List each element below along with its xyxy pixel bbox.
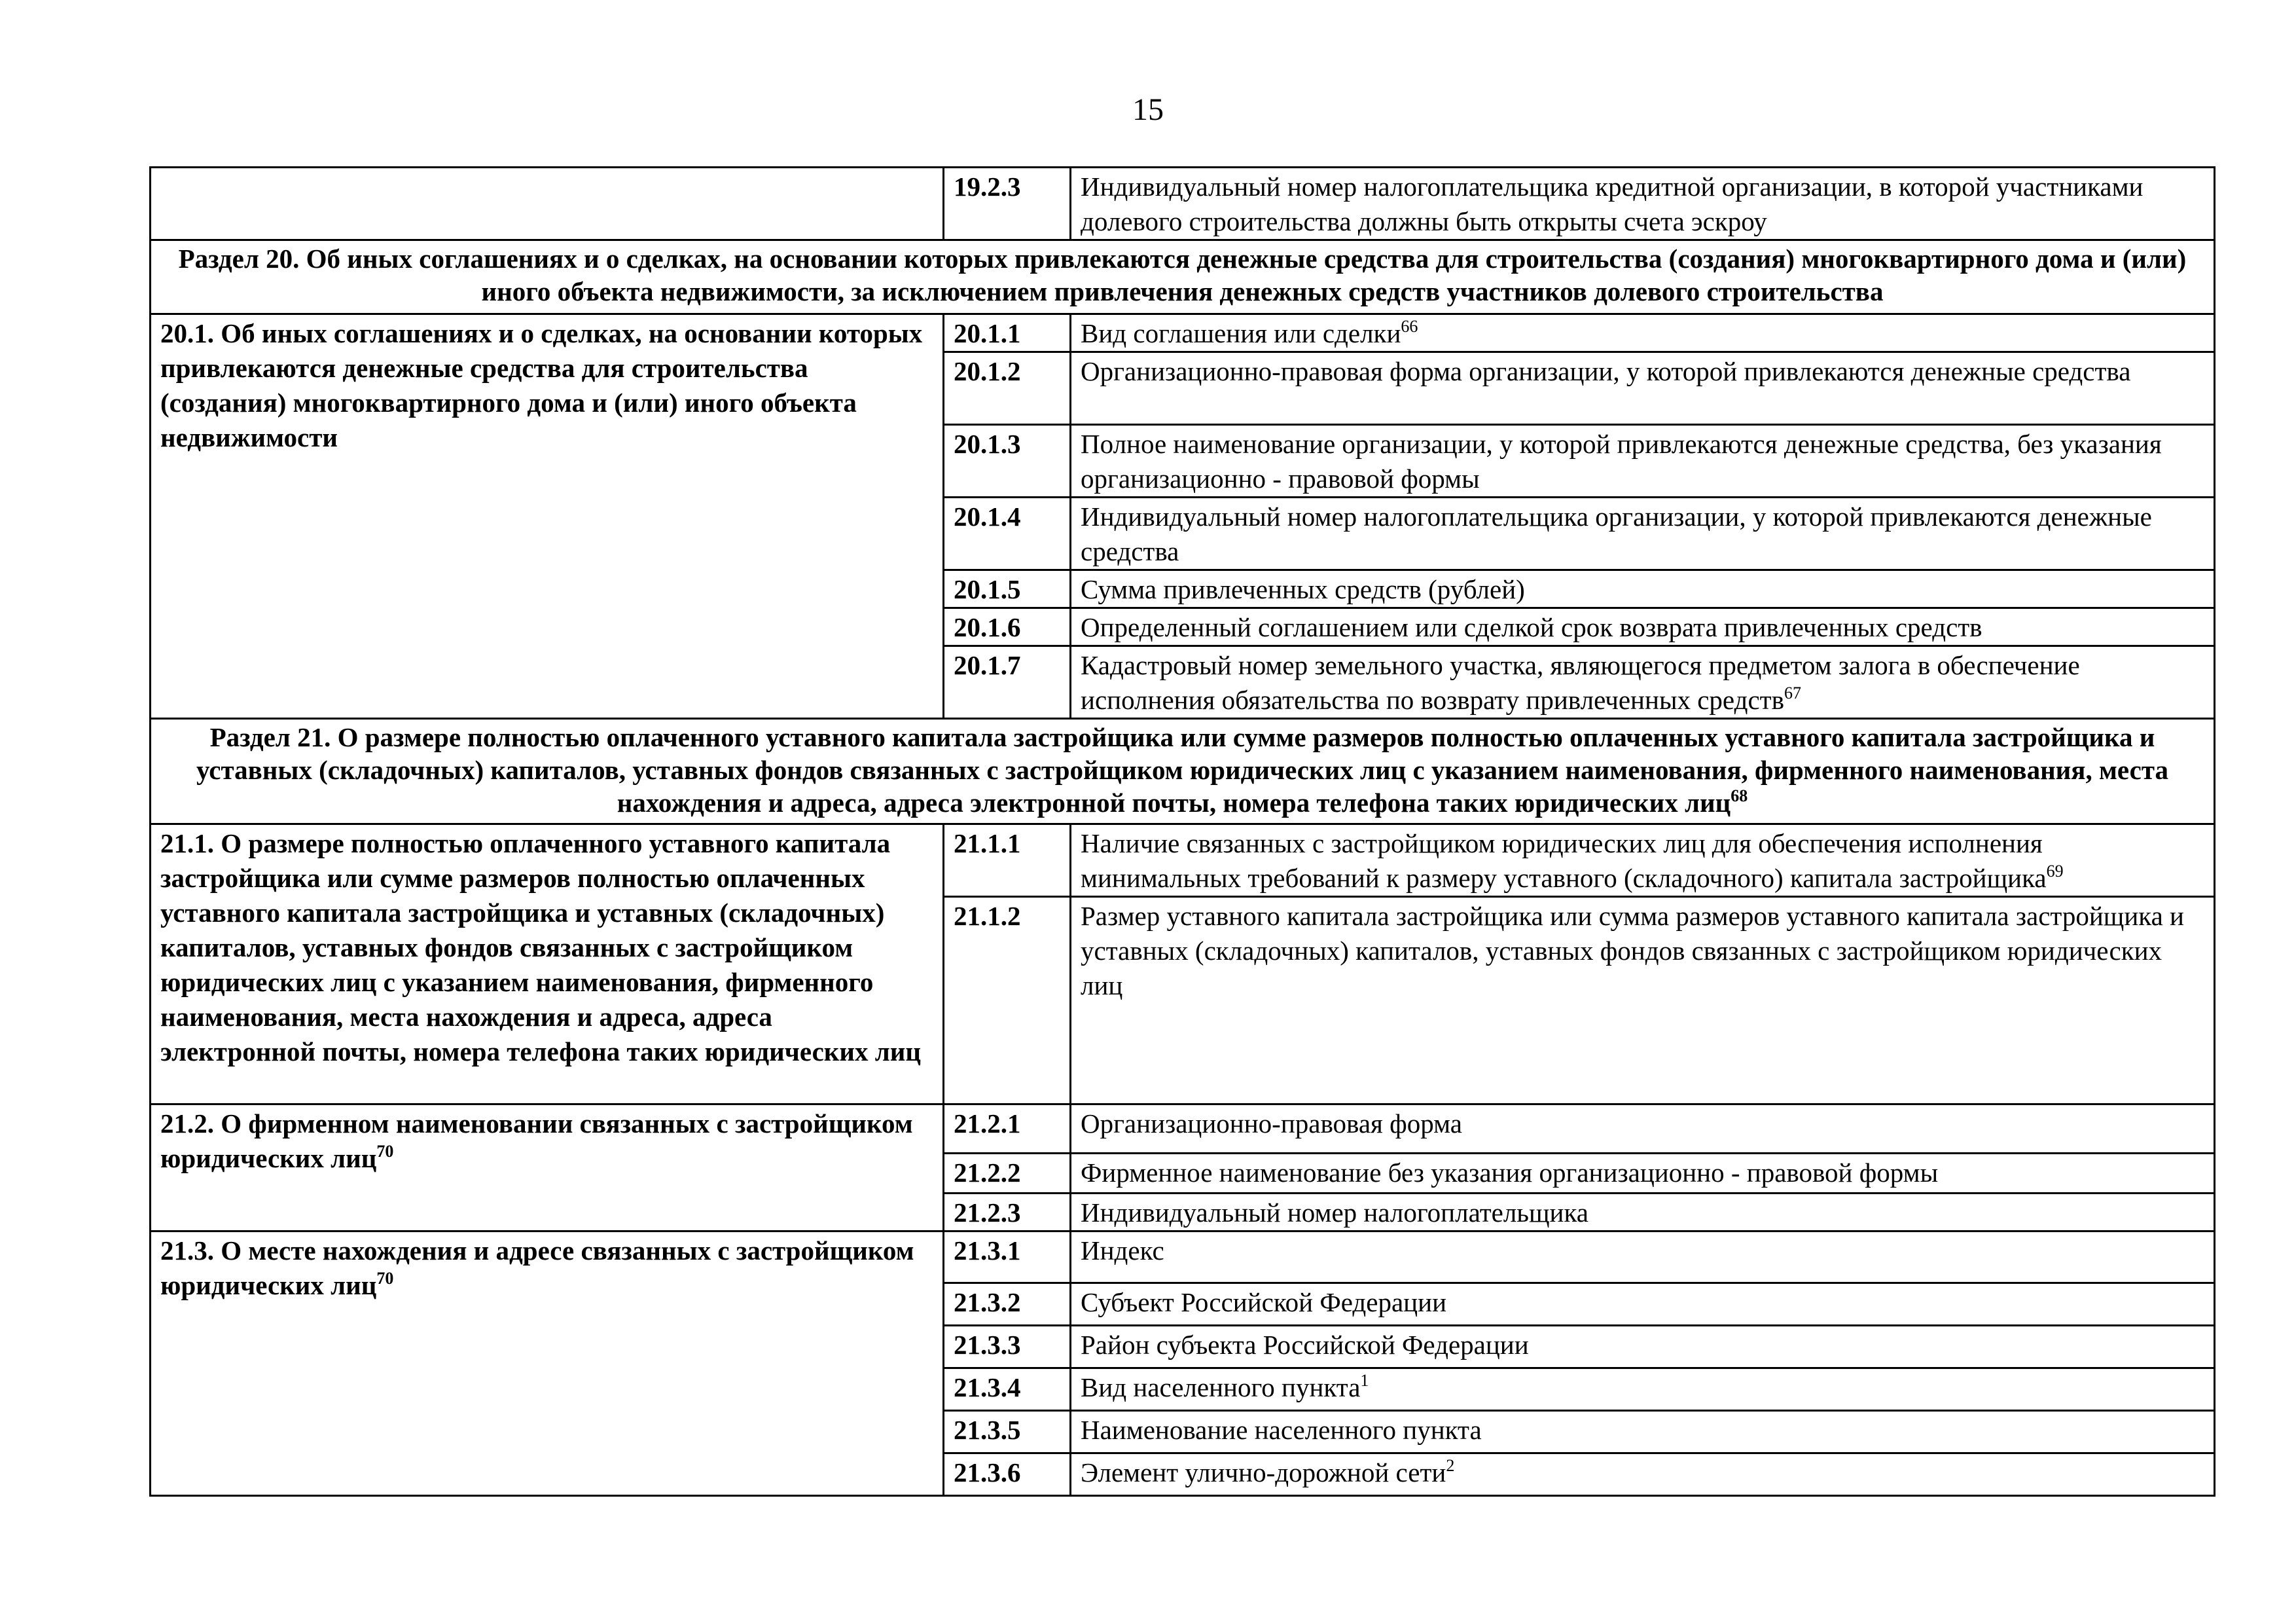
field-code: 20.1.4 — [944, 498, 1071, 570]
table-row — [151, 824, 2215, 897]
footnote-marker: 66 — [1401, 317, 1418, 336]
field-code: 21.3.5 — [944, 1411, 1071, 1453]
field-code: 20.1.3 — [944, 425, 1071, 498]
field-description: Размер уставного капитала застройщика или сумма размеров уставного капитала застройщика и уставных (складочных) капиталов, уставных фондов связанных с застройщиком юридических лиц — [1071, 897, 2215, 1104]
field-text: Вид населенного пункта — [1081, 1372, 1361, 1402]
field-description: Индекс — [1071, 1231, 2215, 1283]
field-code: 20.1.1 — [944, 314, 1071, 352]
field-description: Индивидуальный номер налогоплательщика кредитной организации, в которой участниками долевого строительства должны быть открыты счета эскроу — [1071, 168, 2215, 240]
section-header-row — [151, 240, 2215, 314]
field-description: Организационно-правовая форма — [1071, 1104, 2215, 1154]
field-code: 21.3.1 — [944, 1231, 1071, 1283]
table-row — [151, 168, 2215, 240]
field-description — [1071, 824, 2215, 897]
field-description: Индивидуальный номер налогоплательщика организации, у которой привлекаются денежные средства — [1071, 498, 2215, 570]
field-code: 21.3.3 — [944, 1326, 1071, 1368]
field-description: Район субъекта Российской Федерации — [1071, 1326, 2215, 1368]
footnote-marker: 1 — [1360, 1371, 1369, 1390]
field-description: Субъект Российской Федерации — [1071, 1283, 2215, 1326]
field-code: 20.1.5 — [944, 570, 1071, 608]
footnote-marker: 67 — [1784, 684, 1801, 702]
table-row — [151, 1104, 2215, 1154]
field-code: 20.1.7 — [944, 646, 1071, 719]
footnote-marker: 2 — [1446, 1456, 1455, 1475]
field-description: Сумма привлеченных средств (рублей) — [1071, 570, 2215, 608]
group-21-1-title: 21.1. О размере полностью оплаченного уставного капитала застройщика или сумме размеров полностью оплаченных уставного капитала застройщика и уставных (складочных) капиталов, уставных фондов связанных с застройщиком юридических лиц с указанием наименования, фирменного наименования, места нахождения и адреса, адреса электронной почты, номера телефона таких юридических лиц — [151, 824, 944, 1104]
field-text: Наличие связанных с застройщиком юридических лиц для обеспечения исполнения минимальных требований к размеру уставного (складочного) капитала застройщика — [1081, 828, 2047, 893]
field-code: 21.3.6 — [944, 1453, 1071, 1496]
section-header-row — [151, 719, 2215, 824]
page-number: 15 — [1132, 92, 1164, 127]
footnote-marker: 70 — [376, 1142, 394, 1161]
field-description — [1071, 646, 2215, 719]
field-description: Полное наименование организации, у которой привлекаются денежные средства, без указания организационно - правовой формы — [1071, 425, 2215, 498]
field-code: 20.1.6 — [944, 608, 1071, 646]
field-text: Элемент улично-дорожной сети — [1081, 1457, 1446, 1487]
group-21-3-title — [151, 1231, 944, 1496]
table-row — [151, 314, 2215, 352]
section-20-title: Раздел 20. Об иных соглашениях и о сделках, на основании которых привлекаются денежные средства для строительства (создания) многоквартирного дома и (или) иного объекта недвижимости, за исключением привлечения денежных средств участников долевого строительства — [151, 240, 2215, 314]
field-description: Организационно-правовая форма организации, у которой привлекаются денежные средства — [1071, 352, 2215, 425]
field-description — [1071, 1368, 2215, 1411]
footnote-marker: 69 — [2046, 862, 2064, 881]
table-row — [151, 1231, 2215, 1283]
field-description: Наименование населенного пункта — [1071, 1411, 2215, 1453]
empty-cell — [151, 168, 944, 240]
footnote-marker: 70 — [376, 1269, 394, 1288]
field-description — [1071, 1453, 2215, 1496]
field-code: 21.2.1 — [944, 1104, 1071, 1154]
section-21-title — [151, 719, 2215, 824]
field-description: Определенный соглашением или сделкой срок возврата привлеченных средств — [1071, 608, 2215, 646]
field-code: 21.2.2 — [944, 1154, 1071, 1194]
field-code: 21.2.3 — [944, 1194, 1071, 1231]
section-text: Раздел 21. О размере полностью оплаченного уставного капитала застройщика или сумме размеров полностью оплаченных уставного капитала застройщика и уставных (складочных) капиталов, уставных фондов связанных с застройщиком юридических лиц с указанием наименования, фирменного наименования, места нахождения и адреса, адреса электронной почты, номера телефона таких юридических лиц — [196, 722, 2168, 818]
field-description: Индивидуальный номер налогоплательщика — [1071, 1194, 2215, 1231]
group-text: 21.2. О фирменном наименовании связанных с застройщиком юридических лиц — [160, 1108, 913, 1173]
field-text: Вид соглашения или сделки — [1081, 318, 1401, 348]
field-code: 21.3.2 — [944, 1283, 1071, 1326]
field-code: 20.1.2 — [944, 352, 1071, 425]
footnote-marker: 68 — [1731, 786, 1748, 805]
field-code: 19.2.3 — [944, 168, 1071, 240]
field-text: Кадастровый номер земельного участка, являющегося предметом залога в обеспечение исполнения обязательства по возврату привлеченных средств — [1081, 650, 2080, 715]
group-20-1-title: 20.1. Об иных соглашениях и о сделках, на основании которых привлекаются денежные средства для строительства (создания) многоквартирного дома и (или) иного объекта недвижимости — [151, 314, 944, 719]
field-description — [1071, 314, 2215, 352]
field-code: 21.1.2 — [944, 897, 1071, 1104]
field-code: 21.1.1 — [944, 824, 1071, 897]
fields-table — [149, 166, 2215, 1497]
group-21-2-title — [151, 1104, 944, 1231]
field-code: 21.3.4 — [944, 1368, 1071, 1411]
field-description: Фирменное наименование без указания организационно - правовой формы — [1071, 1154, 2215, 1194]
group-text: 21.3. О месте нахождения и адресе связанных с застройщиком юридических лиц — [160, 1235, 914, 1300]
